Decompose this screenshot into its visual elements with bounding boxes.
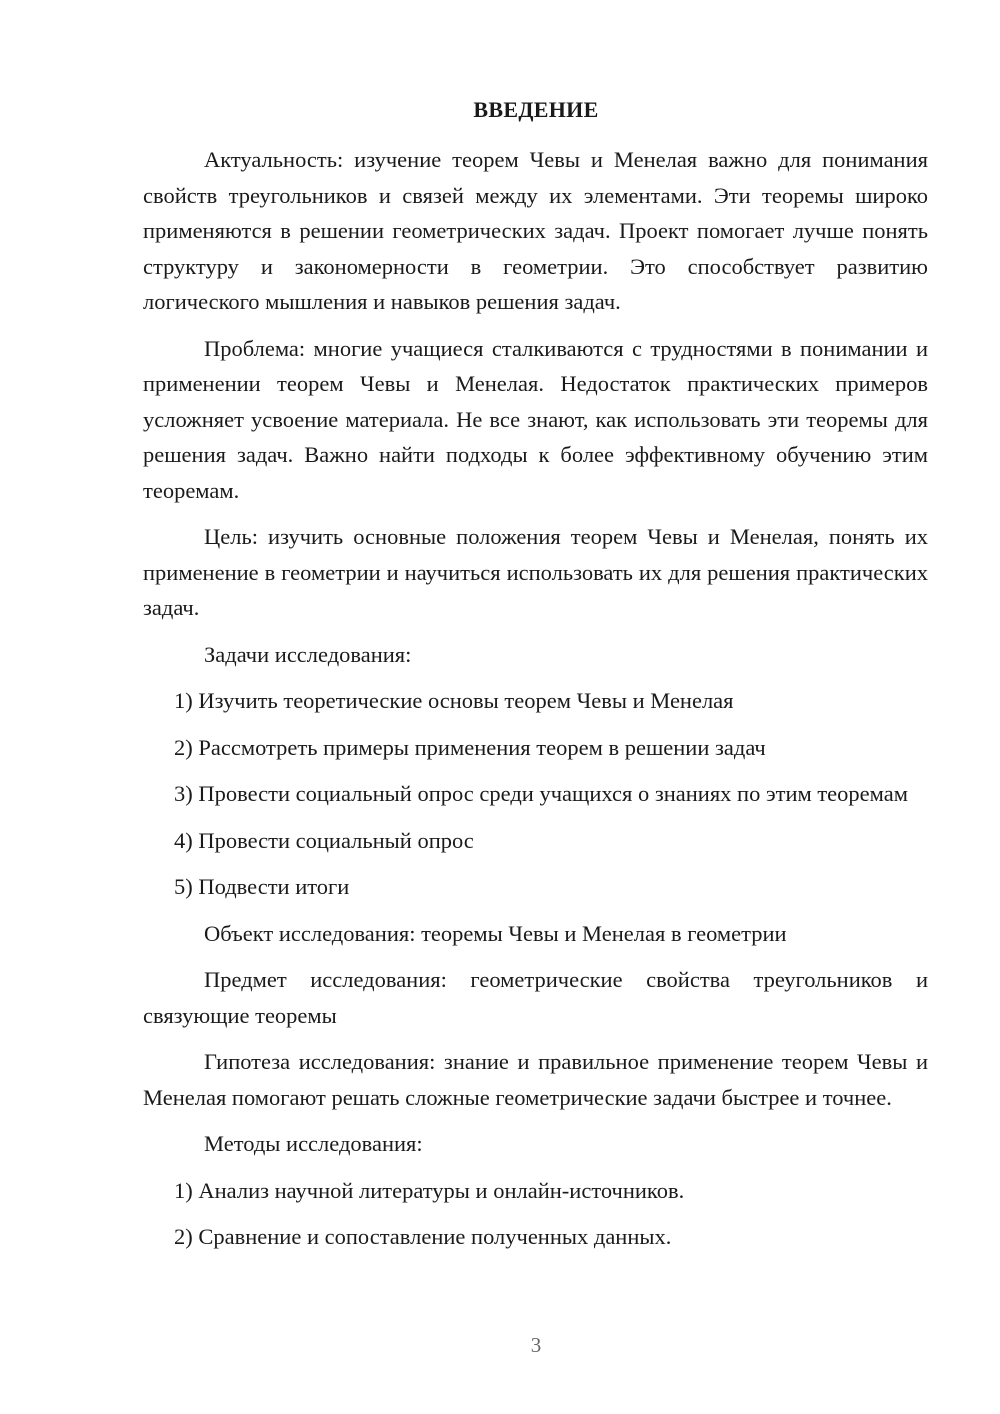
methods-heading: Методы исследования: [204, 1131, 423, 1156]
problem-paragraph: Проблема: многие учащиеся сталкиваются с трудностями в понимании и применении теорем Чевы и Менелая. Недостаток практических примеров усложняет усвоение материала. Не все знают, как использовать эти теоремы для решения задач. Важно найти подходы к более эффективному обучению этим теоремам. [143, 335, 928, 503]
task-item: 4) Провести социальный опрос [174, 827, 474, 853]
document-body [143, 142, 928, 1266]
tasks-heading: Задачи исследования: [204, 641, 412, 667]
page-number: 3 [530, 1333, 542, 1357]
method-item: 2) Сравнение и сопоставление полученных данных. [174, 1224, 672, 1249]
task-item: 3) Провести социальный опрос среди учащихся о знаниях по этим теоремам [174, 781, 908, 806]
section-heading: ВВЕДЕНИЕ [473, 97, 599, 122]
object-paragraph: Объект исследования: теоремы Чевы и Менелая в геометрии [204, 920, 787, 946]
goal-paragraph: Цель: изучить основные положения теорем Чевы и Менелая, понять их применение в геометрии и научиться использовать их для решения практических задач. [143, 524, 928, 620]
subject-paragraph: Предмет исследования: геометрические свойства треугольников и связующие теоремы [143, 967, 928, 1028]
method-item: 1) Анализ научной литературы и онлайн-источников. [174, 1177, 685, 1203]
hypothesis-paragraph: Гипотеза исследования: знание и правильное применение теорем Чевы и Менелая помогают решать сложные геометрические задачи быстрее и точнее. [143, 1049, 928, 1110]
task-item: 5) Подвести итоги [174, 874, 350, 899]
task-item: 2) Рассмотреть примеры применения теорем в решении задач [174, 734, 766, 760]
relevance-paragraph: Актуальность: изучение теорем Чевы и Менелая важно для понимания свойств треугольников и связей между их элементами. Эти теоремы широко применяются в решении геометрических задач. Проект помогает лучше понять структуру и закономерности в геометрии. Это способствует развитию логического мышления и навыков решения задач. [143, 147, 928, 314]
task-item: 1) Изучить теоретические основы теорем Чевы и Менелая [174, 688, 734, 713]
